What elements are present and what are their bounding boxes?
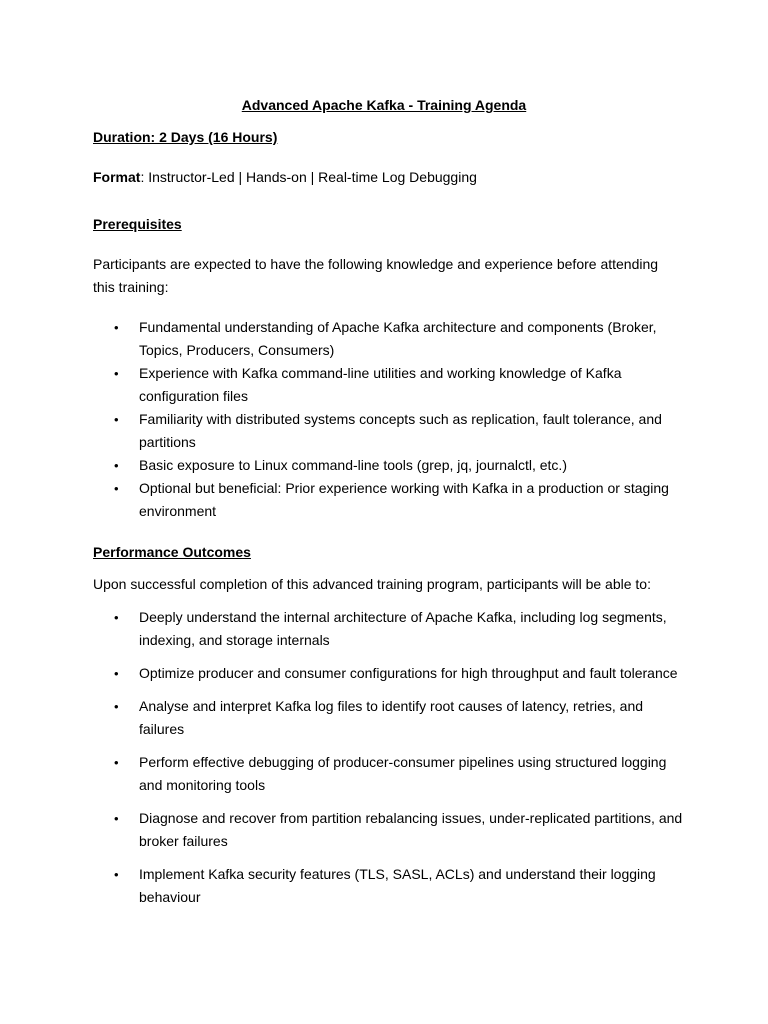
list-item-text: Experience with Kafka command-line utilities and working knowledge of Kafka configuration files [139, 365, 622, 404]
list-item [93, 454, 683, 477]
performance-outcomes-heading: Performance Outcomes [93, 544, 251, 560]
format-value: : Instructor-Led | Hands-on | Real-time Log Debugging [140, 169, 477, 185]
bullet-icon: • [114, 867, 119, 882]
prerequisites-heading: Prerequisites [93, 216, 182, 232]
list-item [93, 807, 683, 853]
list-item [93, 863, 683, 909]
list-item [93, 695, 683, 741]
bullet-icon: • [114, 366, 119, 381]
format-line [93, 168, 477, 186]
list-item [93, 477, 683, 523]
bullet-icon: • [114, 811, 119, 826]
list-item-text: Basic exposure to Linux command-line tools (grep, jq, journalctl, etc.) [139, 457, 567, 473]
bullet-icon: • [114, 481, 119, 496]
list-item-text: Fundamental understanding of Apache Kafka architecture and components (Broker, Topics, Producers, Consumers) [139, 319, 657, 358]
document-title: Advanced Apache Kafka - Training Agenda [241, 97, 527, 113]
bullet-icon: • [114, 412, 119, 427]
list-item [93, 751, 683, 797]
list-item-text: Deeply understand the internal architecture of Apache Kafka, including log segments, indexing, and storage internals [139, 609, 667, 648]
performance-outcomes-list [93, 606, 683, 919]
list-item-text: Familiarity with distributed systems concepts such as replication, fault tolerance, and partitions [139, 411, 662, 450]
list-item [93, 408, 683, 454]
list-item [93, 662, 683, 685]
list-item-text: Implement Kafka security features (TLS, SASL, ACLs) and understand their logging behaviour [139, 866, 656, 905]
list-item [93, 606, 683, 652]
list-item [93, 316, 683, 362]
list-item-text: Diagnose and recover from partition rebalancing issues, under-replicated partitions, and broker failures [139, 810, 683, 849]
duration-line: Duration: 2 Days (16 Hours) [93, 129, 278, 145]
prerequisites-list [93, 316, 683, 523]
bullet-icon: • [114, 666, 119, 681]
bullet-icon: • [114, 699, 119, 714]
list-item-text: Perform effective debugging of producer-consumer pipelines using structured logging and monitoring tools [139, 754, 667, 793]
bullet-icon: • [114, 320, 119, 335]
performance-outcomes-intro: Upon successful completion of this advanced training program, participants will be able to: [93, 576, 651, 592]
bullet-icon: • [114, 755, 119, 770]
prerequisites-intro: Participants are expected to have the following knowledge and experience before attending this training: [93, 256, 659, 295]
list-item-text: Optional but beneficial: Prior experience working with Kafka in a production or staging environment [139, 480, 669, 519]
list-item-text: Optimize producer and consumer configurations for high throughput and fault tolerance [139, 665, 678, 681]
list-item [93, 362, 683, 408]
list-item-text: Analyse and interpret Kafka log files to identify root causes of latency, retries, and failures [139, 698, 644, 737]
bullet-icon: • [114, 610, 119, 625]
bullet-icon: • [114, 458, 119, 473]
format-label: Format [93, 169, 141, 185]
